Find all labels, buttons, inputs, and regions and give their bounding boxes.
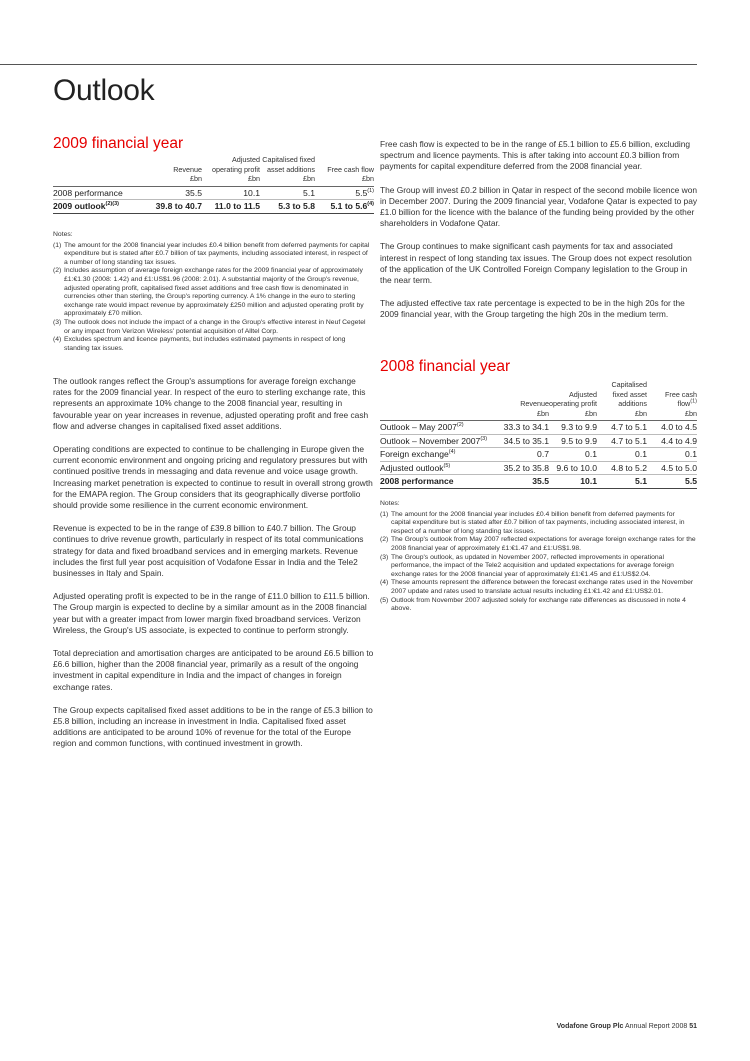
header-adjusted-operating-profit: Adjusted operating profit £bn — [549, 389, 597, 418]
notes-2008 — [380, 500, 696, 614]
cell-operating-profit: 0.1 — [585, 449, 597, 460]
table-2008-wrap — [380, 380, 697, 489]
cell-free-cash-flow: 4.5 to 5.0 — [661, 462, 697, 473]
note-item: (2) Includes assumption of average foreign exchange rates for the 2009 financial year of approximately £1:€1.30 (2008: 1.42) and £1:US$1.96 (2008: 2.01). A substantial majority of the Group's revenue, adjusted operating profit, capitalised fixed asset additions and free cash flow is denominated in currencies other than sterling, the Group's reporting currency. A 1% change in the euro to sterling exchange rate would impact revenue by approximately £250 million and adjusted operating profit by approximately £70 million. — [53, 267, 364, 318]
top-rule — [0, 64, 697, 65]
cell-revenue: 35.5 — [532, 476, 549, 487]
header-capitalised-fixed-asset-additions: Capitalised fixed asset additions £bn — [262, 155, 315, 184]
paragraph: The outlook ranges reflect the Group's assumptions for average foreign exchange rates for the 2009 financial year. In respect of the euro to sterling exchange rate, this represents an approximate 10% change to the 2008 financial year, resulting in favourable year on year increases in revenue, adjusted operating profit and free cash flow and adverse changes in capitalised fixed asset additions. — [53, 376, 369, 431]
outlook-2008-table — [380, 380, 697, 489]
note-item: (1) The amount for the 2008 financial year includes £0.4 billion benefit from deferred payments for capital expenditure but is stated after £0.7 billion of tax payments, including associated interest, in respect of a number of long standing tax issues. — [53, 241, 370, 266]
cell-operating-profit: 9.5 to 9.9 — [561, 435, 597, 446]
table-header-row — [53, 155, 374, 186]
cell-revenue: 39.8 to 40.7 — [155, 201, 202, 212]
paragraph: The adjusted effective tax rate percentage is expected to be in the high 20s for the 2009 financial year, with the Group targeting the high 20s in the medium term. — [380, 298, 685, 320]
note-item: (2) The Group's outlook from May 2007 reflected expectations for average foreign exchange rates for the 2008 financial year of approximately £1:€1.47 and £1:US$1.98. — [380, 536, 696, 552]
cell-operating-profit: 10.1 — [580, 476, 597, 487]
page-title: Outlook — [53, 74, 155, 107]
cell-fixed-asset-additions: 4.8 to 5.2 — [611, 462, 647, 473]
paragraph: Revenue is expected to be in the range of £39.8 billion to £40.7 billion. The Group continues to drive revenue growth, particularly in respect of its total communications strategy for data and fixed broadband services and in emerging markets. Revenue includes the first full year post acquisition of Vodafone Essar in India and the Tele2 businesses in Italy and Spain. — [53, 523, 364, 579]
left-body-text — [53, 376, 374, 762]
right-body-text — [380, 139, 698, 333]
cell-revenue: 35.2 to 35.8 — [503, 462, 549, 473]
paragraph: Total depreciation and amortisation charges are anticipated to be around £6.5 billion to £6.6 billion, higher than the 2008 financial year, primarily as a result of the ongoing investment in capital expenditure in India and the impact of changes in foreign exchange rates. — [53, 648, 374, 692]
paragraph: The Group continues to make significant cash payments for tax and associated interest in respect of long standing tax issues. The Group does not expect resolution of the application of the UK Controlled Foreign Company legislation to the Group in the near term. — [380, 241, 692, 286]
cell-operating-profit: 9.3 to 9.9 — [561, 422, 597, 433]
row-label: Foreign exchange$^{(4)}$ — [380, 449, 456, 460]
table-row — [53, 186, 374, 200]
outlook-2009-table — [53, 155, 374, 214]
row-label: 2008 performance — [380, 476, 454, 487]
cell-fixed-asset-additions: 5.3 to 5.8 — [278, 201, 315, 212]
note-item: (5) Outlook from November 2007 adjusted solely for exchange rate differences as discussed in note 4 above. — [380, 596, 686, 613]
cell-free-cash-flow: 4.4 to 4.9 — [661, 435, 697, 446]
header-cell — [53, 155, 147, 186]
table-row — [380, 461, 697, 475]
cell-fixed-asset-additions: 4.7 to 5.1 — [611, 435, 647, 446]
paragraph: The Group will invest £0.2 billion in Qatar in respect of the second mobile licence won in December 2007. During the 2009 financial year, Vodafone Qatar is expected to pay £1.0 billion for the licence with the balance of the funding being provided by the other shareholders in Vodafone Qatar. — [380, 184, 698, 229]
notes-heading: Notes: — [380, 500, 400, 507]
note-item: (4) Excludes spectrum and licence payments, but includes estimated payments in respect of long standing tax issues. — [53, 336, 346, 352]
header-cell — [380, 380, 497, 421]
header-adjusted-operating-profit: Adjusted operating profit £bn — [212, 155, 260, 184]
cell-revenue: 35.5 — [185, 187, 202, 198]
header-capitalised-fixed-asset-additions: Capitalised fixed asset additions £bn — [611, 380, 647, 418]
cell-free-cash-flow: 5.5$^{(1)}$ — [355, 187, 374, 198]
row-label: Outlook – May 2007$^{(2)}$ — [380, 422, 464, 433]
paragraph: The Group expects capitalised fixed asset additions to be in the range of £5.3 billion to £5.8 billion, including an increase in investment in India. Capitalised fixed asset additions are anticipated to be around 10% of revenue for the total of the Europe region and common functions, with continued investment in growth. — [53, 704, 373, 749]
table-2009-wrap — [53, 155, 374, 214]
cell-fixed-asset-additions: 5.1 — [635, 476, 647, 487]
header-revenue: Revenue £bn — [173, 164, 202, 184]
footer-report: Annual Report 2008 — [624, 1023, 688, 1030]
cell-operating-profit: 10.1 — [243, 187, 260, 198]
footer-company: Vodafone Group Plc — [556, 1023, 624, 1030]
row-label: 2008 performance — [53, 187, 123, 198]
page-number: 51 — [689, 1023, 697, 1030]
cell-revenue: 33.3 to 34.1 — [503, 422, 549, 433]
table-row — [380, 434, 697, 448]
section-title-2009: 2009 financial year — [53, 135, 184, 152]
row-label: 2009 outlook$^{(2)(3)}$ — [53, 201, 119, 212]
table-header-row — [380, 380, 697, 421]
header-free-cash-flow: Free cash flow £bn — [327, 164, 374, 184]
row-label: Outlook – November 2007$^{(3)}$ — [380, 435, 488, 446]
note-item: (3) The Group's outlook, as updated in November 2007, reflected improvements in operational performance, the impact of the Tele2 acquisition and updated expectations for average foreign exchange rates for the 2008 financial year of approximately £1:€1.45 and £1:US$2.04. — [380, 553, 674, 578]
paragraph: Free cash flow is expected to be in the range of £5.1 billion to £5.6 billion, excluding spectrum and licence payments. This is after taking into account £0.3 billion from payments for capital expenditure deferred from the 2008 financial year. — [380, 139, 691, 172]
cell-free-cash-flow: 5.5 — [685, 476, 697, 487]
table-row — [53, 200, 374, 214]
table-row — [380, 448, 697, 462]
section-title-2008: 2008 financial year — [380, 358, 511, 375]
note-item: (3) The outlook does not include the impact of a change in the Group's effective interest in Neuf Cegetel or any impact from Verizon Wireless' potential acquisition of Alltel Corp. — [53, 318, 366, 335]
header-free-cash-flow: Free cash flow$^{(1)}$ £bn — [665, 389, 697, 418]
cell-fixed-asset-additions: 0.1 — [635, 449, 647, 460]
cell-revenue: 0.7 — [537, 449, 549, 460]
cell-free-cash-flow: 0.1 — [685, 449, 697, 460]
page-footer — [557, 1023, 697, 1030]
paragraph: Adjusted operating profit is expected to be in the range of £11.0 billion to £11.5 billion. The Group margin is expected to decline by a similar amount as in the 2008 financial year but with a greater impact from lower margin fixed broadband services. Verizon Wireless, the Group's US associate, is expected to continue to perform strongly. — [53, 591, 370, 635]
paragraph: Operating conditions are expected to continue to be challenging in Europe given the current economic environment and ongoing pricing and regulatory pressures but with continued positive trends in messaging and data revenue and voice usage growth. Increasing market penetration is expected to continue to result in overall strong growth for the EMAPA region. The Group considers that its geographically diverse portfolio should provide some resilience in the current economic environment. — [53, 444, 373, 511]
cell-free-cash-flow: 5.1 to 5.6$^{(4)}$ — [330, 201, 374, 212]
cell-operating-profit: 9.6 to 10.0 — [556, 462, 597, 473]
notes-2009 — [53, 231, 371, 353]
table-row — [380, 421, 697, 435]
header-revenue: Revenue £bn — [520, 399, 549, 418]
table-row — [380, 475, 697, 489]
row-label: Adjusted outlook$^{(5)}$ — [380, 462, 451, 473]
cell-revenue: 34.5 to 35.1 — [503, 435, 549, 446]
note-item: (4) These amounts represent the difference between the forecast exchange rates used in the November 2007 update and rates used to translate actual results including £1:€1.42 and £1:US$2.01. — [380, 579, 694, 595]
note-item: (1) The amount for the 2008 financial year includes £0.4 billion benefit from deferred payments for capital expenditure but is stated after £0.7 billion of tax payments, including associated interest, in respect of a number of long standing tax issues. — [380, 510, 685, 535]
cell-free-cash-flow: 4.0 to 4.5 — [661, 422, 697, 433]
cell-fixed-asset-additions: 4.7 to 5.1 — [611, 422, 647, 433]
notes-heading: Notes: — [53, 231, 73, 238]
cell-operating-profit: 11.0 to 11.5 — [214, 201, 260, 212]
cell-fixed-asset-additions: 5.1 — [303, 187, 315, 198]
